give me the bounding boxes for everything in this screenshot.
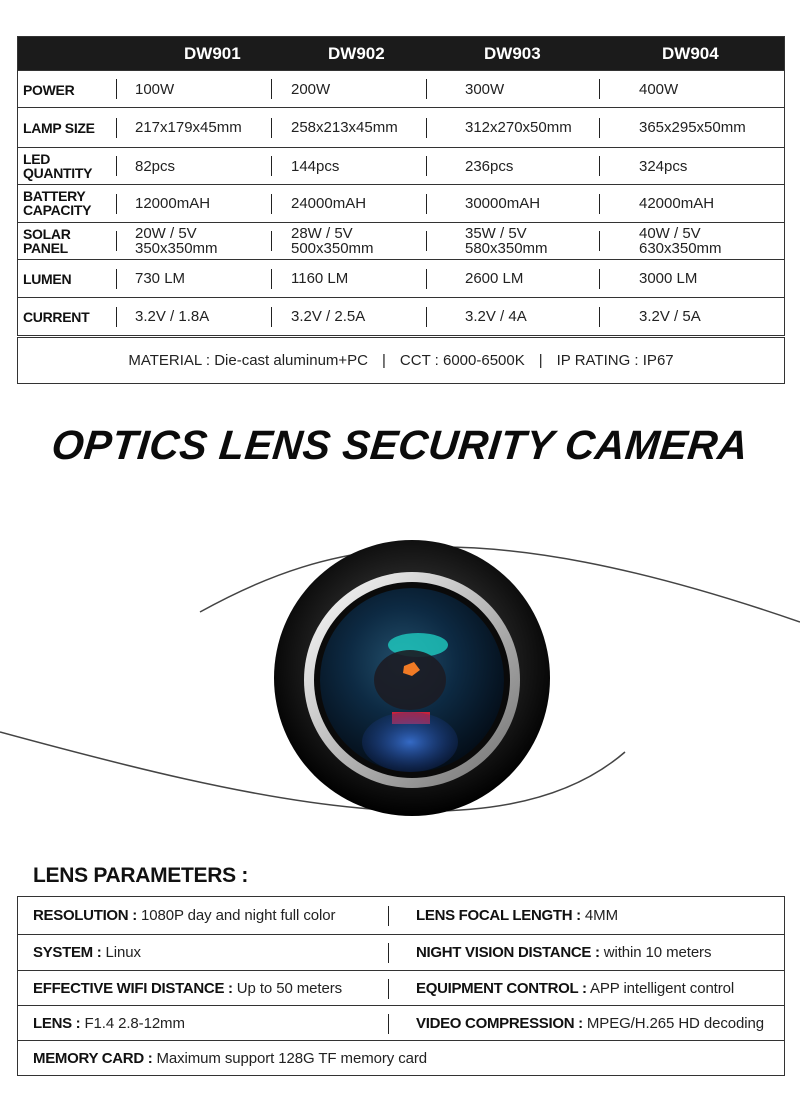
lens-param-value: Up to 50 meters (232, 979, 343, 997)
column-divider (116, 231, 117, 251)
spec-value: 144pcs (291, 157, 340, 175)
column-divider (388, 906, 389, 926)
lens-param-row (18, 897, 784, 934)
separator: | (538, 352, 543, 369)
lens-param-row (18, 1040, 784, 1075)
model-header: DW902 (328, 44, 385, 63)
column-divider (271, 156, 272, 176)
column-divider (388, 979, 389, 999)
spec-row-label: BATTERY CAPACITY (23, 188, 92, 218)
column-divider (271, 307, 272, 327)
spec-value: 236pcs (465, 157, 514, 175)
page-title: OPTICS LENS SECURITY CAMERA (49, 422, 751, 468)
spec-value: 3000 LM (639, 270, 698, 287)
spec-row-label: LAMP SIZE (23, 120, 95, 136)
spec-value: 3.2V / 2.5A (291, 308, 366, 325)
spec-value: 30000mAH (465, 195, 541, 212)
column-divider (116, 118, 117, 138)
lens-param-label: EQUIPMENT CONTROL : (416, 979, 587, 997)
lens-param-left (33, 944, 141, 961)
lens-parameters-table (17, 896, 785, 1076)
spec-row (18, 107, 784, 147)
column-divider (271, 231, 272, 251)
column-divider (426, 79, 427, 99)
lens-param-label: VIDEO COMPRESSION : (416, 1014, 583, 1032)
spec-rows (18, 70, 784, 335)
material-line (17, 337, 785, 384)
lens-param-value: Linux (101, 944, 141, 961)
spec-value: 3.2V / 1.8A (135, 308, 210, 325)
spec-row-label: POWER (23, 81, 75, 98)
cct-text: CCT : 6000-6500K (399, 352, 525, 369)
spec-value: 324pcs (639, 157, 688, 175)
lens-param-value: MPEG/H.265 HD decoding (582, 1014, 764, 1032)
column-divider (426, 156, 427, 176)
spec-value: 82pcs (135, 157, 176, 175)
column-divider (116, 194, 117, 214)
spec-value: 2600 LM (465, 270, 524, 287)
spec-row-label: CURRENT (23, 309, 90, 325)
column-divider (599, 156, 600, 176)
spec-value: 20W / 5V 350x350mm (135, 225, 218, 257)
spec-row-label: LED QUANTITY (23, 151, 93, 181)
lens-param-right (416, 980, 734, 997)
separator: | (382, 352, 386, 369)
spec-value: 42000mAH (639, 195, 715, 212)
lens-param-value: F1.4 2.8-12mm (80, 1014, 185, 1032)
lens-parameters-title: LENS PARAMETERS : (33, 864, 249, 887)
lens-param-left (33, 907, 335, 924)
spec-value: 258x213x45mm (291, 119, 398, 136)
lens-reflection-blue (362, 712, 458, 772)
spec-row-label: LUMEN (23, 271, 72, 287)
column-divider (116, 307, 117, 327)
lens-param-value: 4MM (580, 906, 618, 924)
column-divider (599, 231, 600, 251)
column-divider (426, 231, 427, 251)
spec-value: 300W (465, 80, 505, 98)
spec-row (18, 147, 784, 184)
ip-rating-text: IP RATING : IP67 (556, 352, 674, 369)
spec-row (18, 297, 784, 335)
lens-param-left (33, 1015, 185, 1032)
column-divider (599, 269, 600, 289)
column-divider (388, 1014, 389, 1034)
camera-lens-image (0, 500, 800, 860)
column-divider (599, 194, 600, 214)
lens-param-row (18, 934, 784, 970)
spec-value: 3.2V / 5A (639, 308, 701, 325)
lens-param-left (33, 1050, 427, 1067)
spec-value: 35W / 5V 580x350mm (465, 225, 548, 257)
lens-param-right (416, 1015, 764, 1032)
column-divider (271, 194, 272, 214)
lens-param-label: EFFECTIVE WIFI DISTANCE : (33, 979, 233, 997)
spec-row-label: SOLAR PANEL (23, 226, 71, 256)
spec-value: 365x295x50mm (639, 119, 746, 136)
spec-value: 28W / 5V 500x350mm (291, 225, 374, 257)
lens-param-value: APP intelligent control (586, 979, 735, 997)
lens-param-label: NIGHT VISION DISTANCE : (416, 944, 600, 961)
column-divider (426, 269, 427, 289)
model-header: DW903 (484, 44, 541, 63)
spec-table (17, 36, 785, 336)
lens-param-label: LENS : (33, 1014, 81, 1032)
lens-param-right (416, 907, 618, 924)
spec-table-header (18, 37, 784, 70)
lens-param-value: within 10 meters (599, 944, 712, 961)
spec-value: 730 LM (135, 270, 186, 287)
spec-value: 12000mAH (135, 195, 211, 212)
spec-row (18, 259, 784, 297)
column-divider (388, 943, 389, 963)
spec-value: 312x270x50mm (465, 119, 572, 136)
column-divider (271, 118, 272, 138)
lens-param-label: LENS FOCAL LENGTH : (416, 906, 581, 924)
spec-value: 24000mAH (291, 195, 367, 212)
spec-value: 1160 LM (291, 270, 349, 287)
model-header: DW901 (184, 44, 241, 63)
lens-param-label: MEMORY CARD : (33, 1049, 153, 1067)
lens-param-value: Maximum support 128G TF memory card (152, 1049, 427, 1067)
column-divider (116, 156, 117, 176)
lens-param-row (18, 1005, 784, 1040)
spec-value: 217x179x45mm (135, 119, 242, 136)
lens-param-value: 1080P day and night full color (136, 906, 336, 924)
column-divider (426, 307, 427, 327)
column-divider (271, 79, 272, 99)
spec-value: 400W (639, 80, 679, 98)
spec-value: 3.2V / 4A (465, 308, 527, 325)
column-divider (599, 307, 600, 327)
spec-row (18, 222, 784, 259)
column-divider (426, 194, 427, 214)
lens-param-label: RESOLUTION : (33, 906, 137, 924)
spec-row (18, 184, 784, 222)
column-divider (271, 269, 272, 289)
lens-param-row (18, 970, 784, 1005)
material-text: MATERIAL : Die-cast aluminum+PC (128, 352, 369, 369)
lens-param-label: SYSTEM : (33, 944, 102, 961)
spec-value: 100W (135, 80, 175, 98)
lens-param-right (416, 944, 711, 961)
column-divider (116, 269, 117, 289)
spec-row (18, 70, 784, 107)
spec-value: 40W / 5V 630x350mm (639, 225, 722, 257)
column-divider (599, 79, 600, 99)
column-divider (599, 118, 600, 138)
model-header: DW904 (662, 44, 719, 63)
lens-param-left (33, 980, 342, 997)
column-divider (116, 79, 117, 99)
column-divider (426, 118, 427, 138)
spec-value: 200W (291, 80, 331, 98)
